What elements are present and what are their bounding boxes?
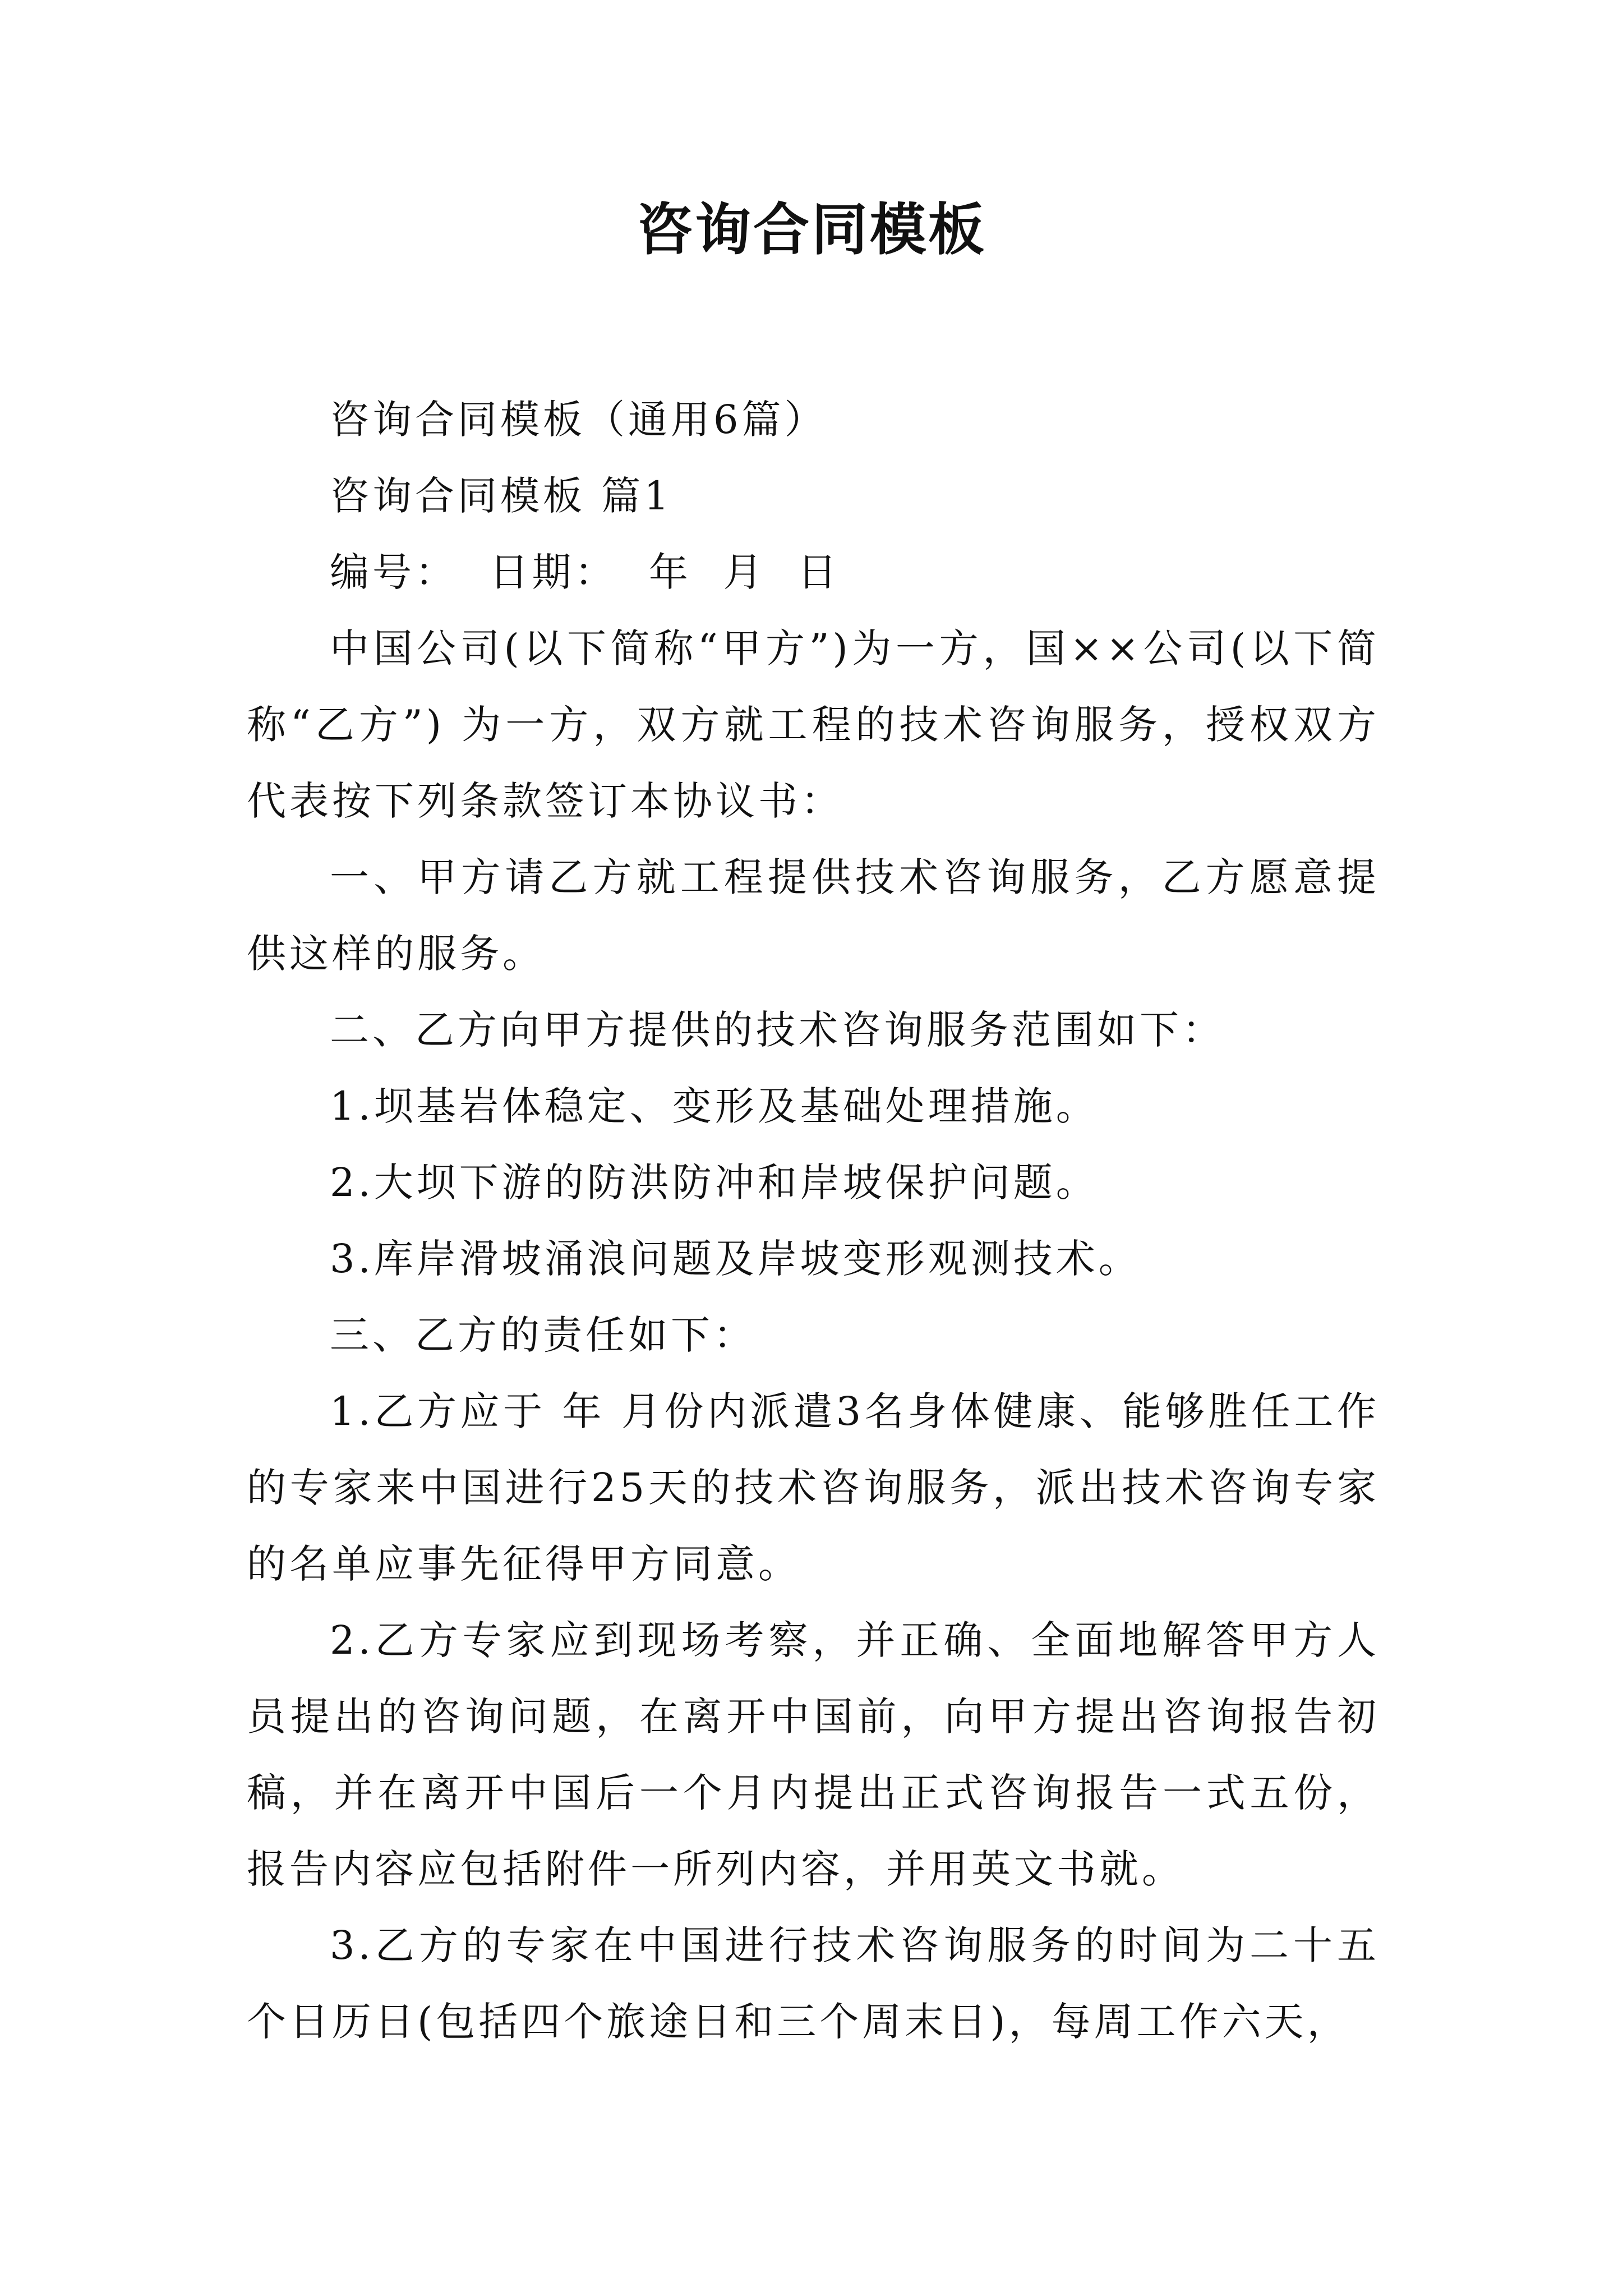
paragraph-section-heading: 咨询合同模板 篇1: [330, 473, 672, 519]
document-title: 咨询合同模板: [637, 197, 986, 263]
paragraph-number-date: 编号： 日期： 年 月 日: [330, 549, 841, 595]
paragraph-parties: 中国公司(以下简称“甲方”)为一方，国××公司(以下简称“乙方”) 为一方，双方就工程的技术咨询服务，授权双方代表按下列条款签订本协议书：: [247, 625, 1380, 824]
paragraph-scope-item-3: 3.库岸滑坡涌浪问题及岸坡变形观测技术。: [330, 1236, 1141, 1282]
paragraph-scope-item-2: 2.大坝下游的防洪防冲和岸坡保护问题。: [330, 1159, 1099, 1205]
paragraph-clause-1: 一、甲方请乙方就工程提供技术咨询服务，乙方愿意提供这样的服务。: [247, 854, 1380, 977]
paragraph-subtitle: 咨询合同模板（通用6篇）: [330, 397, 827, 443]
paragraph-clause-3: 三、乙方的责任如下：: [330, 1312, 756, 1358]
paragraph-scope-item-1: 1.坝基岩体稳定、变形及基础处理措施。: [330, 1083, 1099, 1129]
paragraph-duty-item-3: 3.乙方的专家在中国进行技术咨询服务的时间为二十五个日历日(包括四个旅途日和三个周末日)，每周工作六天，: [247, 1922, 1380, 2045]
document-body: [247, 381, 1380, 2060]
paragraph-duty-item-2: 2.乙方专家应到现场考察，并正确、全面地解答甲方人员提出的咨询问题，在离开中国前，向甲方提出咨询报告初稿，并在离开中国后一个月内提出正式咨询报告一式五份，报告内容应包括附件一所列内容，并用英文书就。: [247, 1617, 1380, 1892]
paragraph-duty-item-1: 1.乙方应于 年 月份内派遣3名身体健康、能够胜任工作的专家来中国进行25天的技术咨询服务，派出技术咨询专家的名单应事先征得甲方同意。: [247, 1388, 1380, 1587]
paragraph-clause-2: 二、乙方向甲方提供的技术咨询服务范围如下：: [330, 1007, 1225, 1053]
